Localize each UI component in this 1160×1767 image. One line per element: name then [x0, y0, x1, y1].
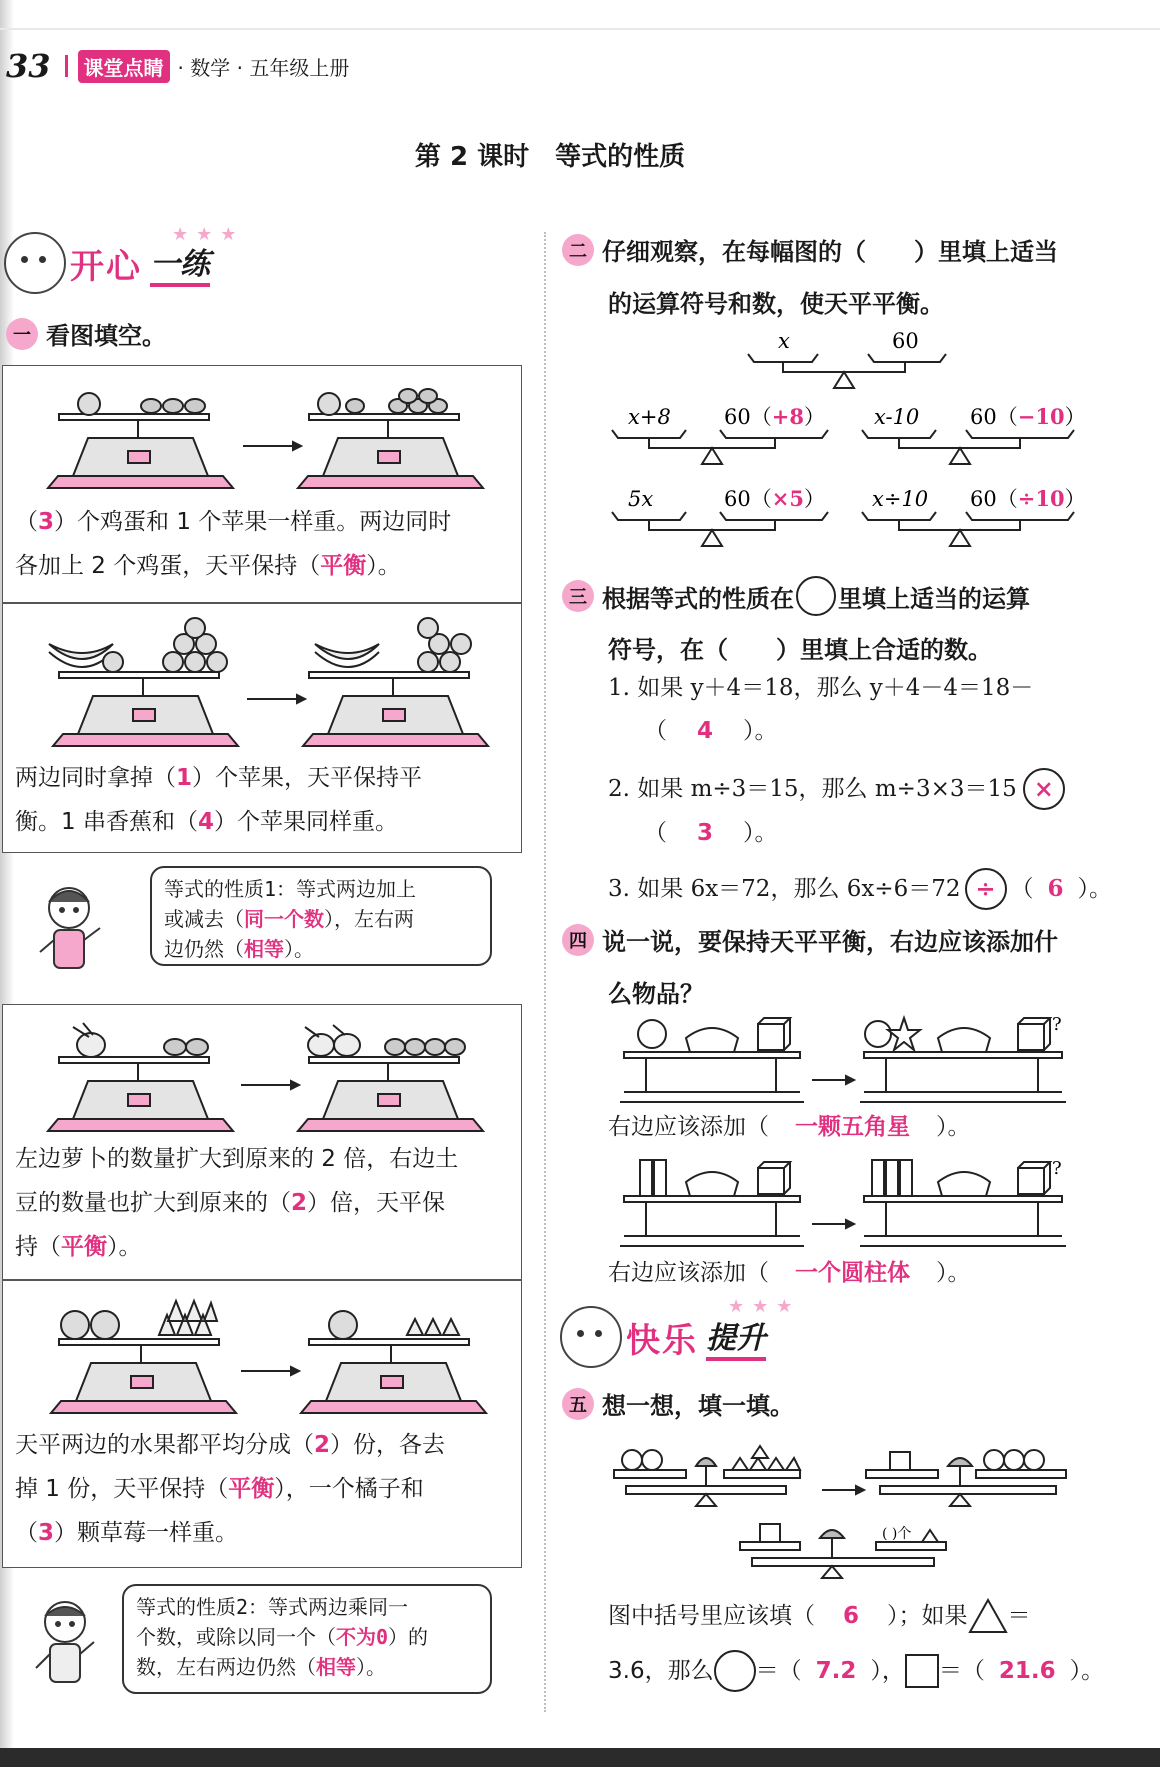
banner-stars-icon: ★★★	[172, 224, 245, 245]
text: 等式的性质2：等式两边乘同一	[136, 1595, 409, 1619]
text: 2. 如果 m÷3＝15，那么 m÷3×3＝15	[608, 776, 1017, 802]
balance-eggs-apple-icon	[3, 366, 520, 496]
section5-number: 五	[562, 1388, 594, 1420]
text: 根据等式的性质在	[602, 584, 794, 613]
blank-count-label: ( )个	[882, 1526, 912, 1542]
box2-text	[15, 756, 515, 844]
answer: 2	[291, 1190, 308, 1216]
answer: 相等	[244, 937, 284, 961]
answer: 平衡	[228, 1476, 275, 1502]
text: ）颗草莓一样重。	[54, 1520, 239, 1546]
circle-blank-icon	[796, 576, 836, 616]
scale3-left: 5x	[628, 487, 654, 511]
answer: 一颗五角星	[795, 1114, 910, 1140]
section3-heading	[562, 576, 1030, 616]
answer: 2	[314, 1432, 331, 1458]
answer: 一个圆柱体	[795, 1260, 910, 1286]
text: ），一个橘子和	[274, 1476, 424, 1502]
section4-line1: 说一说，要保持天平平衡，右边应该添加什	[602, 928, 1058, 956]
answer: 3	[38, 509, 55, 535]
header-subject: · 数学 · 五年级上册	[177, 55, 350, 80]
section3-line2: 符号，在（ ）里填上合适的数。	[608, 636, 992, 664]
text: 掉 1 份，天平保持（	[15, 1476, 229, 1502]
exercise-box-2	[2, 603, 522, 853]
balance-banana-apples-icon	[3, 604, 520, 754]
mouse-mascot-icon	[560, 1306, 622, 1368]
text: 数，左右两边仍然（	[136, 1655, 316, 1679]
section3-item2	[608, 768, 1065, 810]
section2-line1: 仔细观察，在每幅图的（ ）里填上适当	[602, 238, 1058, 266]
section5-title: 想一想，填一填。	[602, 1392, 794, 1420]
text: 右边应该添加（	[608, 1260, 769, 1286]
scale2-left: x-10	[874, 405, 920, 429]
answer: 6	[1047, 875, 1064, 902]
section3-item1: 1. 如果 y＋4＝18，那么 y＋4－4＝18－	[608, 675, 1034, 701]
banner-main-text: 快乐	[626, 1320, 698, 1361]
box3-text	[15, 1137, 515, 1269]
section5-answer-line1	[608, 1598, 1031, 1634]
answer: 4	[197, 809, 214, 835]
scale4-right: 60（÷10）	[970, 486, 1086, 511]
text: （	[644, 718, 667, 744]
banner-stars-icon: ★★★	[728, 1296, 801, 1317]
section3-item1-answer	[644, 716, 778, 746]
text: 两边同时拿掉（	[15, 765, 176, 791]
section2-heading	[562, 232, 1058, 267]
answer: 同一个数	[244, 907, 324, 931]
scale-cylinder-cube-diagram	[616, 1154, 1076, 1254]
text: ）。	[1069, 1658, 1105, 1684]
text: 图中括号里应该填（	[608, 1603, 815, 1629]
text: 3. 如果 6x＝72，那么 6x÷6＝72	[608, 876, 961, 902]
answer: 平衡	[320, 553, 367, 579]
text: ）个苹果同样重。	[213, 809, 398, 835]
text: （	[15, 509, 38, 535]
text: ＝（	[938, 1658, 985, 1684]
page-header	[6, 44, 349, 88]
answer: 1	[176, 765, 193, 791]
text: 天平两边的水果都平均分成（	[15, 1432, 314, 1458]
section2-balances-diagram	[600, 320, 1130, 560]
exercise-box-4	[2, 1280, 522, 1568]
scale3-right: 60（×5）	[724, 486, 825, 511]
text: 边仍然（	[164, 937, 244, 961]
text: 各加上 2 个鸡蛋，天平保持（	[15, 553, 321, 579]
section5-balances-diagram	[610, 1432, 1080, 1582]
text: ）。	[743, 718, 778, 744]
text: （	[1010, 876, 1034, 902]
text: ）。	[356, 1655, 386, 1679]
text: ）个苹果，天平保持平	[192, 765, 423, 791]
text: ）个鸡蛋和 1 个苹果一样重。两边同时	[54, 509, 452, 535]
top-edge	[0, 28, 1160, 30]
girl-character-icon	[34, 880, 104, 980]
box4-text	[15, 1423, 515, 1555]
operator-circle: ÷	[965, 868, 1007, 910]
banner-practice	[4, 224, 245, 294]
text: 等式的性质1：等式两边加上	[164, 877, 417, 901]
section2-line2: 的运算符号和数，使天平平衡。	[608, 290, 944, 318]
section3-item3	[608, 868, 1112, 910]
exercise-box-3	[2, 1004, 522, 1280]
section4-number: 四	[562, 924, 594, 956]
exercise-box-1	[2, 365, 522, 603]
circle-icon	[714, 1650, 756, 1692]
answer: 7.2	[815, 1658, 857, 1684]
text: 左边萝卜的数量扩大到原来的 2 倍，右边土	[15, 1146, 459, 1172]
banner-main-text: 开心	[70, 246, 142, 287]
triangle-icon	[968, 1598, 1008, 1634]
text: ＝（	[755, 1658, 802, 1684]
balance-radish-potato-icon	[3, 1005, 520, 1135]
header-badge: 课堂点睛	[78, 50, 170, 83]
column-divider	[544, 232, 546, 1712]
section4-line2: 么物品？	[608, 980, 704, 1008]
text: ＝	[1007, 1603, 1031, 1629]
banner-sub-text: 一练	[150, 239, 210, 287]
banner-improve	[560, 1296, 801, 1368]
section1-heading	[6, 316, 166, 351]
property1-callout	[150, 866, 492, 966]
question-mark: ?	[1052, 1014, 1062, 1035]
answer: 相等	[316, 1655, 356, 1679]
answer: 不为0	[336, 1625, 389, 1649]
text: 3.6，那么	[608, 1658, 714, 1684]
scale-ball-cube-diagram	[616, 1010, 1076, 1110]
text: 衡。1 串香蕉和（	[15, 809, 198, 835]
text: ）。	[107, 1234, 142, 1260]
banner-sub-text: 提升	[706, 1313, 766, 1361]
question-mark: ?	[1052, 1158, 1062, 1179]
text: ）。	[743, 820, 778, 846]
page-number: 33	[6, 47, 51, 85]
operator-circle: ×	[1023, 768, 1065, 810]
text: 里填上适当的运算	[838, 584, 1030, 613]
text: ）倍，天平保	[307, 1190, 446, 1216]
text: ）；如果	[887, 1603, 968, 1629]
answer: 6	[843, 1603, 860, 1629]
text: 或减去（	[164, 907, 244, 931]
section5-answer-line2	[608, 1650, 1104, 1692]
scale1-right: 60（+8）	[724, 404, 825, 429]
boy-character-icon	[30, 1594, 100, 1694]
square-icon	[905, 1654, 939, 1688]
text: ）。	[936, 1114, 971, 1140]
scale4-left: x÷10	[872, 487, 929, 511]
rabbit-mascot-icon	[4, 232, 66, 294]
section4-answer1	[608, 1112, 971, 1142]
section5-heading	[562, 1386, 794, 1421]
text: ）份，各去	[330, 1432, 446, 1458]
text: 右边应该添加（	[608, 1114, 769, 1140]
section3-number: 三	[562, 580, 594, 612]
text: （	[15, 1520, 38, 1546]
answer: 3	[38, 1520, 55, 1546]
lesson-title: 第 2 课时 等式的性质	[414, 142, 686, 172]
text: ）的	[388, 1625, 429, 1649]
top-right-label: 60	[892, 329, 919, 353]
section1-title: 看图填空。	[46, 322, 166, 350]
section2-number: 二	[562, 234, 594, 266]
text: ），左右两	[324, 907, 414, 931]
scale2-right: 60（−10）	[970, 404, 1086, 429]
section1-number: 一	[6, 318, 38, 350]
text: 个数，或除以同一个（	[136, 1625, 336, 1649]
text: ）。	[1077, 876, 1113, 902]
balance-orange-strawberry-icon	[3, 1281, 520, 1421]
text: ）。	[284, 937, 314, 961]
box1-text	[15, 500, 515, 588]
scale1-left: x+8	[628, 405, 671, 429]
text: （	[644, 820, 667, 846]
text: ），	[870, 1658, 905, 1684]
bottom-bar	[0, 1748, 1160, 1767]
text: 豆的数量也扩大到原来的（	[15, 1190, 291, 1216]
section4-answer2	[608, 1258, 971, 1288]
answer: 平衡	[61, 1234, 107, 1260]
answer: 4	[697, 718, 714, 744]
property2-callout	[122, 1584, 492, 1694]
section4-heading	[562, 922, 1058, 957]
top-left-label: x	[778, 329, 790, 353]
answer: 3	[697, 820, 714, 846]
answer: 21.6	[998, 1658, 1056, 1684]
section3-item2-answer	[644, 818, 778, 848]
text: ）。	[936, 1260, 971, 1286]
header-divider	[65, 55, 68, 77]
text: ）。	[366, 553, 401, 579]
text: 持（	[15, 1234, 61, 1260]
